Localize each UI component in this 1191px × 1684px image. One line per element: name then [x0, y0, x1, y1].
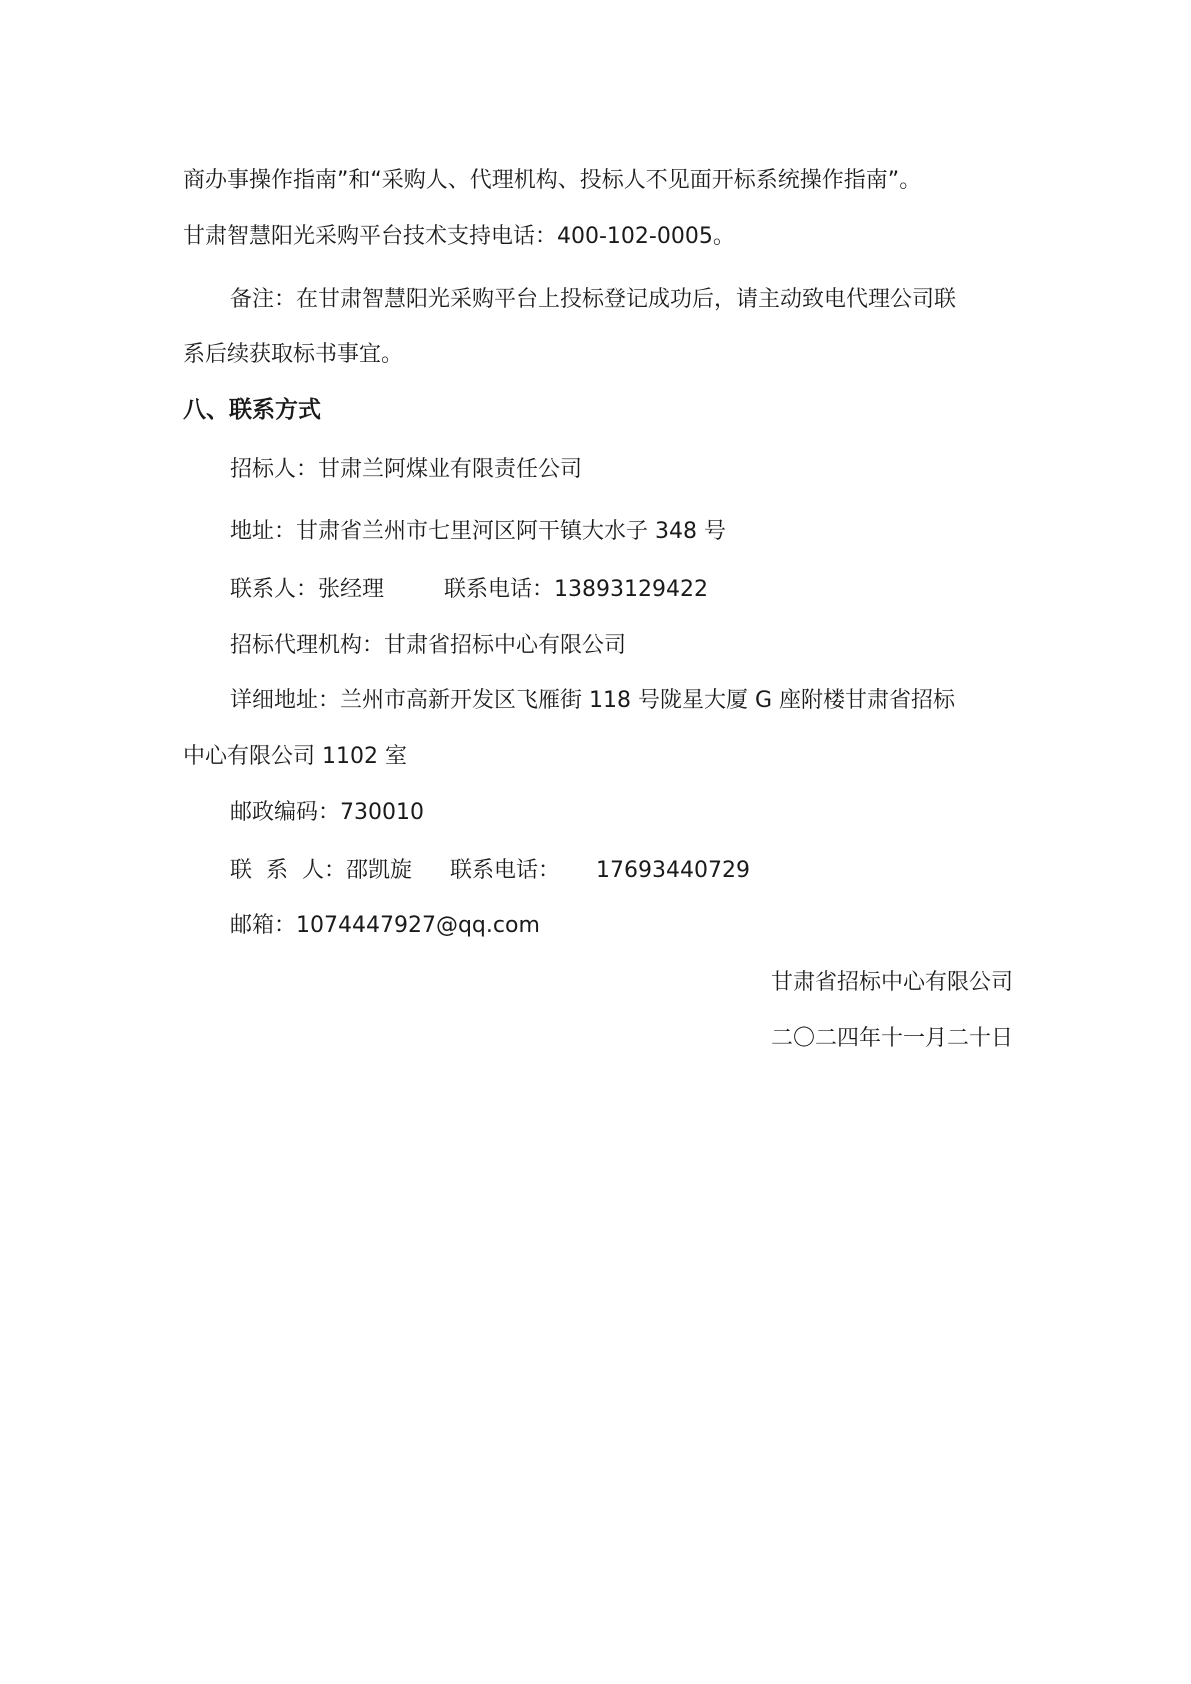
- contact-row: [230, 575, 1020, 605]
- contact-phone: 联系电话：13893129422: [444, 577, 708, 602]
- paragraph-line: 商办事操作指南”和“采购人、代理机构、投标人不见面开标系统操作指南”。: [183, 168, 922, 193]
- signature-date: 二〇二四年十一月二十日: [770, 1026, 1013, 1051]
- agency-contact-row: [230, 856, 1020, 886]
- address-line: 地址：甘肃省兰州市七里河区阿干镇大水子 348 号: [230, 519, 726, 544]
- agency-address-line: 中心有限公司 1102 室: [183, 744, 407, 769]
- signature-org: 甘肃省招标中心有限公司: [770, 970, 1013, 995]
- note-line: 备注：在甘肃智慧阳光采购平台上投标登记成功后，请主动致电代理公司联: [230, 287, 957, 312]
- agency-phone: 17693440729: [596, 858, 750, 883]
- tenderer-line: 招标人：甘肃兰阿煤业有限责任公司: [230, 457, 583, 482]
- agency-address-line: 详细地址：兰州市高新开发区飞雁街 118 号陇星大厦 G 座附楼甘肃省招标: [230, 688, 956, 713]
- contact-person: 联系人：张经理: [230, 577, 385, 602]
- agency-line: 招标代理机构：甘肃省招标中心有限公司: [230, 633, 627, 658]
- note-line: 系后续获取标书事宜。: [183, 342, 404, 367]
- email-line: 邮箱：1074447927@qq.com: [230, 913, 540, 938]
- agency-person: 联 系 人：邵凯旋: [230, 858, 412, 883]
- section-heading: 八、联系方式: [183, 397, 321, 423]
- paragraph-line: 甘肃智慧阳光采购平台技术支持电话：400-102-0005。: [183, 224, 735, 249]
- agency-phone-label: 联系电话：: [449, 858, 560, 883]
- postcode-line: 邮政编码：730010: [230, 800, 424, 825]
